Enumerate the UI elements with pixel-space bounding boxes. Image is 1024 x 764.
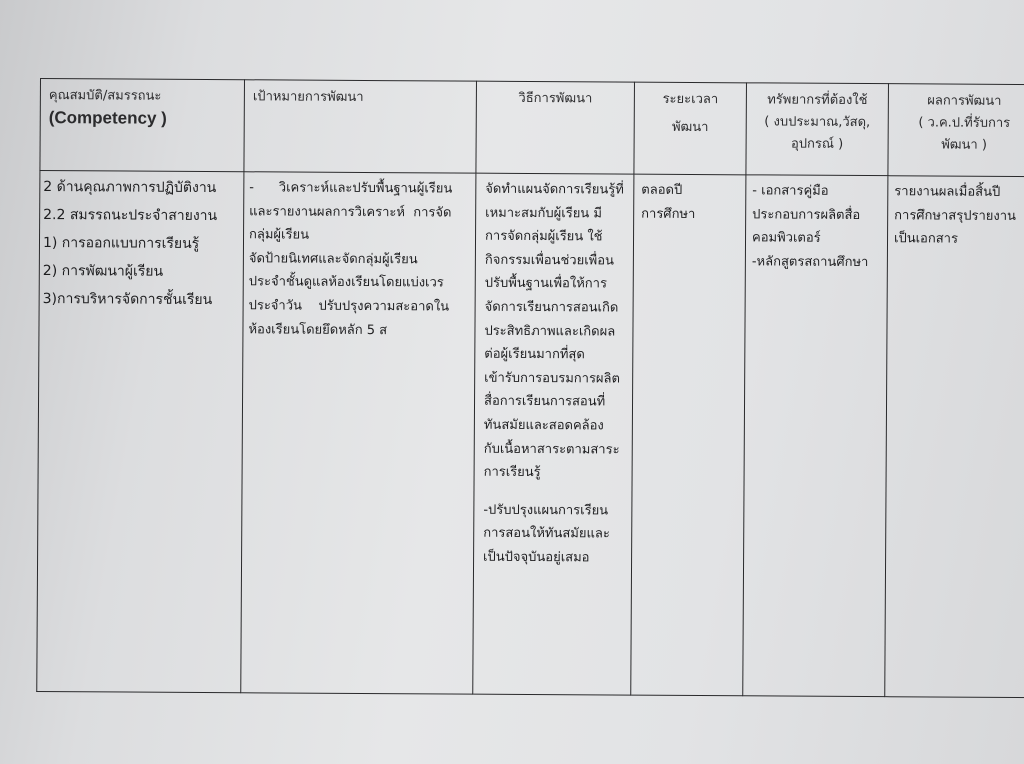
header-resources-line3: อุปกรณ์ ): [790, 136, 844, 152]
development-plan-table: [36, 78, 1024, 698]
method-line: จัดการเรียนการสอนเกิด: [484, 299, 619, 316]
cell-competency: [37, 171, 244, 693]
paragraph-gap: [483, 484, 627, 499]
goal-line: จัดป้ายนิเทศและจัดกลุ่มผู้เรียน: [248, 251, 418, 268]
resource-line: -หลักสูตรสถานศึกษา: [751, 254, 869, 270]
method-line: ประสิทธิภาพและเกิดผล: [484, 323, 616, 340]
header-results-line2: ( ว.ค.ป.ที่รับการ: [918, 115, 1011, 131]
goal-line: กลุ่มผู้เรียน: [248, 227, 310, 243]
header-resources-line1: ทรัพยากรที่ต้องใช้: [767, 92, 868, 109]
cell-resources: [743, 175, 888, 697]
method-line: สื่อการเรียนการสอนที่: [483, 394, 606, 410]
resource-line: คอมพิวเตอร์: [751, 230, 821, 246]
goal-line: - วิเคราะห์และปรับพื้นฐานผู้เรียน: [249, 180, 453, 197]
result-line: การศึกษาสรุปรายงาน: [894, 207, 1016, 224]
method-line: -ปรับปรุงแผนการเรียน: [483, 502, 609, 519]
resource-line: - เอกสารคู่มือ: [752, 183, 829, 199]
header-duration-line1: ระยะเวลา: [662, 91, 719, 108]
header-development-goal: [244, 80, 477, 173]
cell-duration: [631, 174, 746, 696]
method-line: จัดทำแผนจัดการเรียนรู้ที่: [485, 181, 624, 198]
resource-line: ประกอบการผลิตสื่อ: [752, 206, 861, 223]
method-line: ทันสมัยและสอดคล้อง: [483, 417, 604, 434]
header-development-method-label: วิธีการพัฒนา: [518, 90, 593, 107]
goal-line: ห้องเรียนโดยยึดหลัก 5 ส: [248, 321, 388, 338]
method-line: กับเนื้อหาสาระตามสาระ: [483, 441, 620, 458]
goal-line: ประจำชั้นดูแลห้องเรียนโดยแบ่งเวร: [248, 274, 444, 291]
header-competency-english: (Competency ): [48, 108, 167, 128]
method-line: กิจกรรมเพื่อนช่วยเพื่อน: [484, 252, 615, 269]
result-line: รายงานผลเมื่อสิ้นปี: [894, 184, 1001, 200]
cell-development-goal: [241, 172, 476, 694]
header-competency-thai: คุณสมบัติ/สมรรถนะ: [48, 88, 162, 104]
header-competency: [40, 79, 245, 172]
method-line: เป็นปัจจุบันอยู่เสมอ: [483, 549, 590, 566]
method-line: ปรับพื้นฐานเพื่อให้การ: [484, 276, 607, 292]
duration-line: ตลอดปี: [641, 182, 683, 198]
header-development-method: [476, 81, 635, 174]
cell-development-method: [473, 173, 634, 695]
competency-line: 2) การพัฒนาผู้เรียน: [42, 263, 164, 280]
competency-line: 1) การออกแบบการเรียนรู้: [42, 235, 200, 252]
table-row: [37, 171, 1024, 698]
competency-line: 2 ด้านคุณภาพการปฏิบัติงาน: [43, 179, 217, 197]
method-line: การจัดกลุ่มผู้เรียน ใช้: [484, 228, 603, 245]
header-resources-line2: ( งบประมาณ,วัสดุ,: [764, 114, 871, 131]
method-line: การสอนให้ทันสมัยและ: [483, 526, 610, 542]
header-development-goal-label: เป้าหมายการพัฒนา: [252, 89, 364, 105]
method-line: การเรียนรู้: [483, 464, 541, 481]
header-results-line1: ผลการพัฒนา: [927, 93, 1002, 109]
method-line: เข้ารับการอบรมการผลิต: [484, 370, 621, 387]
header-results: [888, 84, 1024, 177]
method-line: ต่อผู้เรียนมากที่สุด: [484, 346, 585, 363]
method-line: เหมาะสมกับผู้เรียน มี: [485, 205, 602, 222]
competency-line: 3)การบริหารจัดการชั้นเรียน: [42, 291, 213, 309]
table-header-row: [40, 79, 1024, 177]
competency-line: 2.2 สมรรถนะประจำสายงาน: [43, 207, 218, 225]
cell-results: [885, 176, 1024, 698]
header-results-line3: พัฒนา ): [941, 137, 987, 153]
goal-line: และรายงานผลการวิเคราะห์ การจัด: [249, 203, 452, 221]
header-duration-line2: พัฒนา: [671, 119, 709, 136]
duration-line: การศึกษา: [641, 206, 696, 222]
header-resources: [746, 83, 889, 176]
result-line: เป็นเอกสาร: [893, 231, 958, 247]
header-duration: [634, 82, 747, 175]
goal-line: ประจำวัน ปรับปรุงความสะอาดใน: [248, 298, 450, 315]
